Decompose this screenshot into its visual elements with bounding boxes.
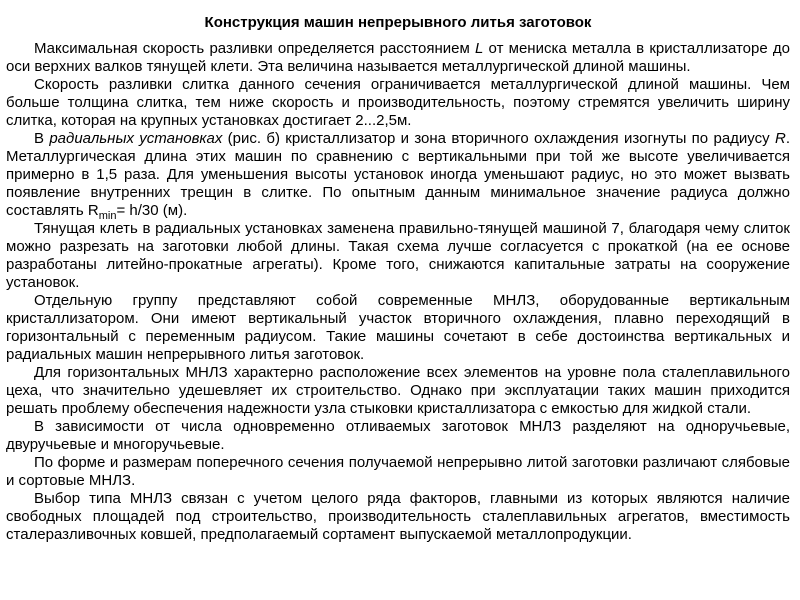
subscript-text-run: min [98,210,117,222]
text-run: Скорость разливки слитка данного сечения ограничивается металлургической длиной машины. Чем больше толщина слитка, тем ниже скорость и производительность, поэтому стремятся увеличить ширину слитка, которая на крупных установках достигает 2...2,5м. [6,76,790,129]
italic-text-run: R [774,130,786,147]
text-run: В зависимости от числа одновременно отливаемых заготовок МНЛЗ разделяют на одноручьевые, двуручьевые и многоручьевые. [6,418,790,453]
page-title: Конструкция машин непрерывного литья заготовок [204,14,592,31]
paragraph [6,364,790,418]
text-run: Максимальная скорость разливки определяется расстоянием [34,40,475,57]
document-body [6,40,790,544]
text-run: (рис. б) кристаллизатор и зона вторичного охлаждения изогнуты по радиусу [222,130,775,147]
text-run: = h/30 (м). [116,202,188,219]
text-run: . Металлургическая длина этих машин по сравнению с вертикальными при той же высоте увеличивается примерно в 1,5 раза. Для уменьшения высоты установок иногда уменьшают радиус, но это может вызвать появление внутренних трещин в слитке. По опытным данным минимальное значение радиуса должно составлять R [6,130,790,219]
paragraph [6,454,790,490]
paragraph [6,76,790,130]
italic-text-run: радиальных установках [49,130,223,147]
text-run: По форме и размерам поперечного сечения получаемой непрерывно литой заготовки различают слябовые и сортовые МНЛЗ. [6,454,790,489]
text-run: от мениска металла в кристаллизаторе до оси верхних валков тянущей клети. Эта величина называется металлургической длиной машины. [6,40,790,75]
paragraph [6,490,790,544]
text-run: Для горизонтальных МНЛЗ характерно расположение всех элементов на уровне пола сталеплавильного цеха, что значительно удешевляет их строительство. Однако при эксплуатации таких машин приходится решать проблему обеспечения надежности узла стыковки кристаллизатора с емкостью для жидкой стали. [6,364,790,417]
paragraph [6,130,790,220]
text-run: Тянущая клеть в радиальных установках заменена правильно-тянущей машиной 7, благодаря чему слиток можно разрезать на заготовки любой длины. Такая схема лучше согласуется с прокаткой (на ее основе разработаны литейно-прокатные агрегаты). Кроме того, снижаются капитальные затраты на сооружение установок. [6,220,790,291]
paragraph [6,292,790,364]
text-run: Отдельную группу представляют собой современные МНЛЗ, оборудованные вертикальным кристаллизатором. Они имеют вертикальный участок вторичного охлаждения, плавно переходящий в горизонтальный с переменным радиусом. Такие машины сочетают в себе достоинства вертикальных и радиальных машин непрерывного литья заготовок. [6,292,790,363]
paragraph [6,220,790,292]
italic-text-run: L [475,40,484,57]
paragraph [6,40,790,76]
paragraph [6,418,790,454]
text-run: В [34,130,50,147]
text-run: Выбор типа МНЛЗ связан с учетом целого ряда факторов, главными из которых являются наличие свободных площадей под строительство, производительность сталеплавильных агрегатов, вместимость сталеразливочных ковшей, предполагаемый сортамент выпускаемой металлопродукции. [6,490,790,543]
